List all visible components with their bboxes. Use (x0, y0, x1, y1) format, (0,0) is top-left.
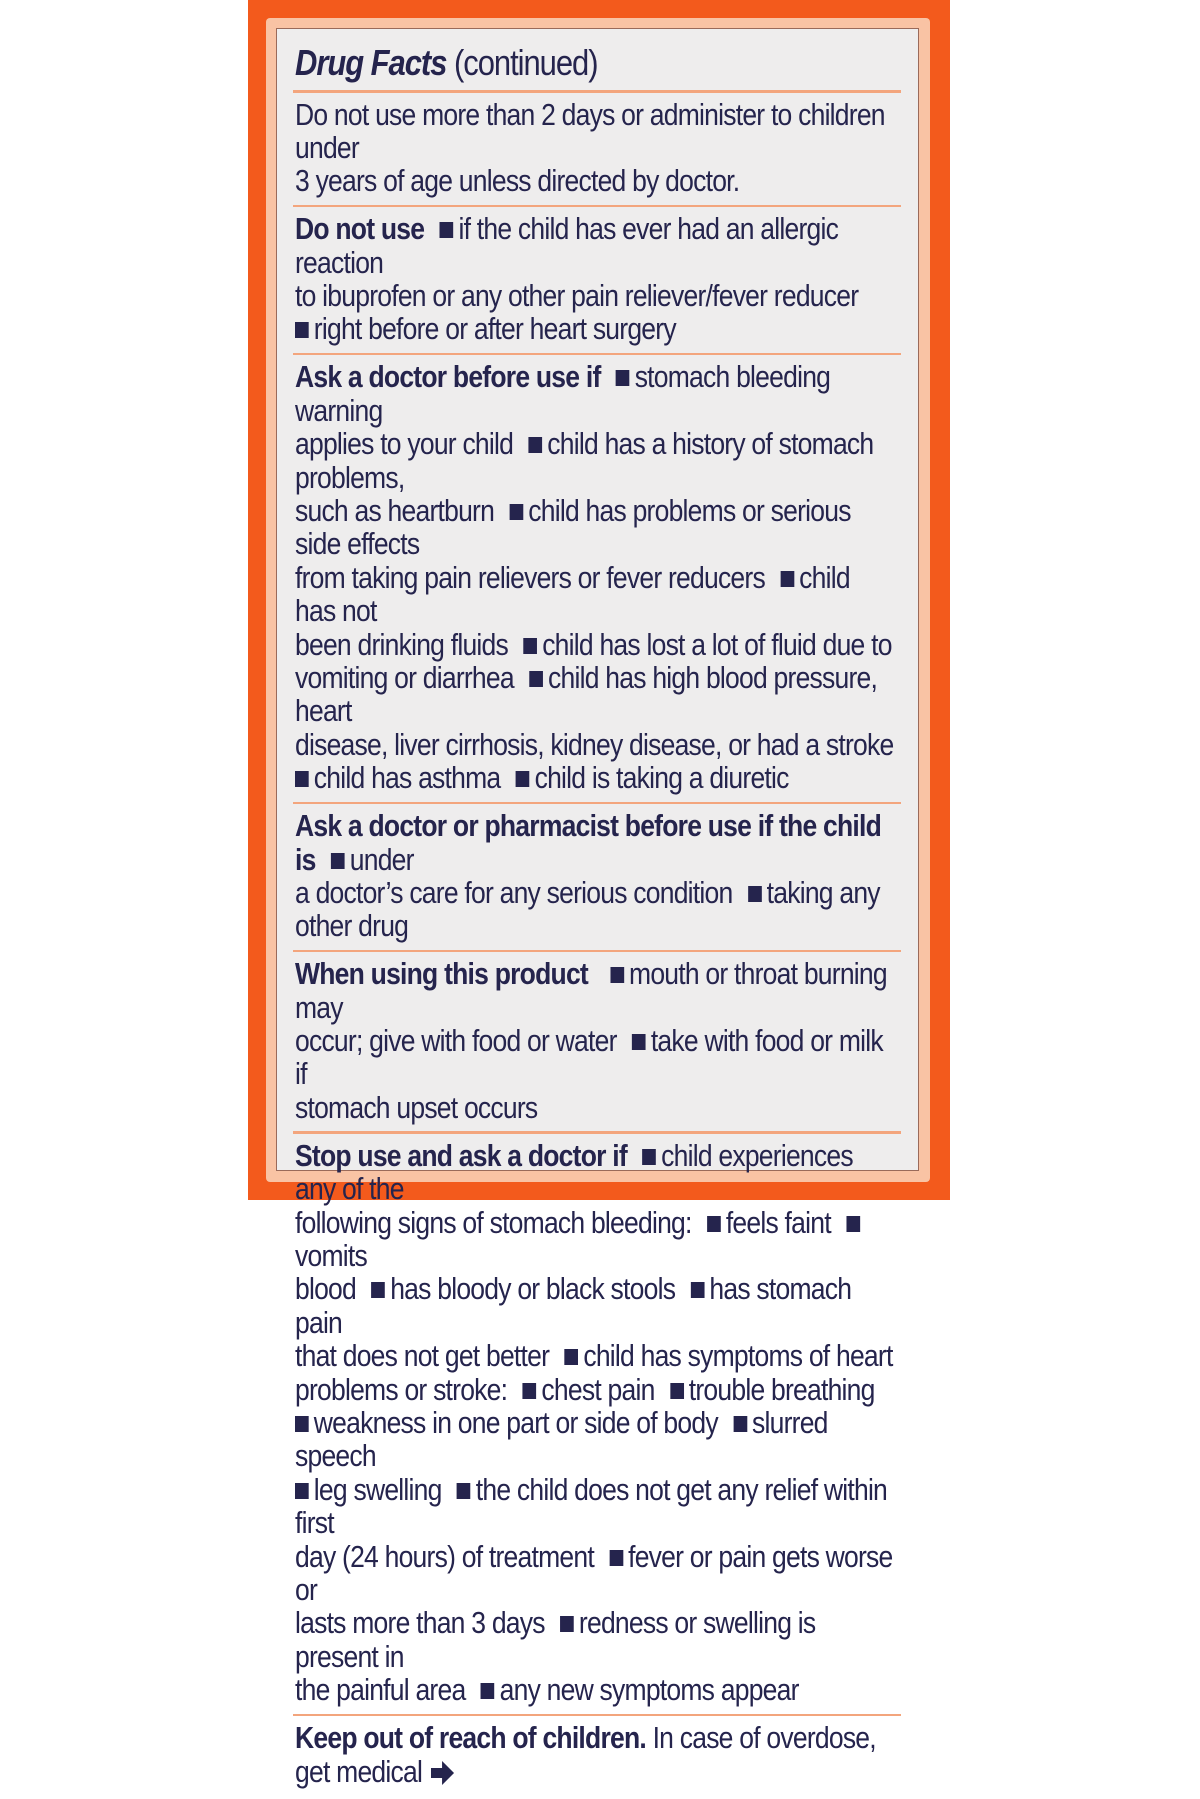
square-bullet-icon (846, 1216, 860, 1232)
bullet-text: slurred speech (295, 1405, 828, 1474)
ask-doctor-section (295, 355, 894, 801)
bullet-text: problems or stroke: (295, 1371, 508, 1407)
bullet-text: following signs of stomach bleeding: (295, 1204, 692, 1240)
bullet-text: from taking pain relievers or fever reducers (295, 559, 765, 595)
square-bullet-icon (670, 1383, 684, 1399)
square-bullet-icon (457, 1483, 471, 1499)
square-bullet-icon (609, 1550, 623, 1566)
bullet-text: taking any other drug (295, 874, 880, 944)
bullet-text: under (349, 841, 414, 877)
keep-out-text: In case of overdose, get medical (295, 1720, 876, 1789)
bullet-text: child experiences any of the (295, 1137, 853, 1207)
right-arrow-icon (431, 1759, 455, 1792)
ask-pharmacist-section (295, 804, 894, 950)
square-bullet-icon (516, 771, 530, 787)
bullet-text: stomach bleeding warning (295, 359, 831, 428)
square-bullet-icon (560, 1616, 574, 1632)
title-bold: Drug Facts (295, 42, 447, 83)
bullet-text: right before or after heart surgery (313, 311, 676, 347)
bullet-text: trouble breathing (688, 1371, 875, 1407)
bullet-text: such as heartburn (295, 492, 495, 528)
bullet-text: child is taking a diuretic (534, 760, 789, 796)
bullet-text: redness or swelling is present in (295, 1605, 816, 1674)
square-bullet-icon (610, 967, 624, 983)
square-bullet-icon (707, 1216, 721, 1232)
intro-section (295, 93, 894, 205)
bullet-text: the child does not get any relief within first (295, 1471, 888, 1541)
bullet-text: any new symptoms appear (499, 1672, 799, 1708)
bullet-text: has stomach pain (295, 1271, 852, 1340)
bullet-text: blood (295, 1271, 357, 1307)
section-heading: Do not use (295, 211, 425, 247)
bullet-text: that does not get better (295, 1338, 550, 1374)
bullet-text: disease, liver cirrhosis, kidney disease, or had a stroke (295, 726, 894, 762)
bullet-text: weakness in one part or side of body (313, 1405, 718, 1441)
bullet-text: to ibuprofen or any other pain reliever/fever reducer (295, 278, 859, 314)
square-bullet-icon (529, 671, 543, 687)
bullet-text: has bloody or black stools (390, 1271, 676, 1307)
bullet-text: day (24 hours) of treatment (295, 1538, 594, 1574)
bullet-text: fever or pain gets worse or (295, 1538, 893, 1608)
bullet-text: chest pain (541, 1371, 655, 1407)
stop-use-section (295, 1134, 894, 1714)
square-bullet-icon (528, 437, 542, 453)
bullet-text: the painful area (295, 1672, 466, 1708)
bullet-text: mouth or throat burning may (295, 956, 887, 1025)
square-bullet-icon (331, 853, 345, 869)
bullet-text: take with food or milk if (295, 1023, 883, 1092)
keep-out-section (295, 1716, 894, 1799)
bullet-text: been drinking fluids (295, 626, 509, 662)
square-bullet-icon (642, 1149, 656, 1165)
bullet-text: child has a history of stomach problems, (295, 426, 874, 495)
title-continued: (continued) (453, 42, 598, 83)
square-bullet-icon (523, 638, 537, 654)
section-heading: Ask a doctor before use if (295, 359, 601, 395)
bullet-text: occur; give with food or water (295, 1023, 617, 1059)
square-bullet-icon (481, 1683, 495, 1699)
square-bullet-icon (632, 1034, 646, 1050)
square-bullet-icon (780, 571, 794, 587)
square-bullet-icon (523, 1383, 537, 1399)
square-bullet-icon (295, 322, 309, 338)
bullet-text: child has lost a lot of fluid due to (542, 626, 892, 662)
square-bullet-icon (295, 1416, 309, 1432)
bullet-text: feels faint (725, 1204, 831, 1240)
bullet-text: applies to your child (295, 426, 514, 462)
bullet-text: child has symptoms of heart (583, 1338, 893, 1374)
bullet-text: leg swelling (313, 1471, 442, 1507)
square-bullet-icon (616, 370, 630, 386)
square-bullet-icon (371, 1282, 385, 1298)
square-bullet-icon (440, 222, 454, 238)
bullet-text: stomach upset occurs (295, 1089, 538, 1125)
bullet-text: vomiting or diarrhea (295, 660, 514, 695)
bullet-text: child has asthma (313, 760, 501, 796)
bullet-text: a doctor’s care for any serious condition (295, 874, 733, 910)
square-bullet-icon (509, 504, 523, 520)
square-bullet-icon (295, 1483, 309, 1499)
square-bullet-icon (733, 1416, 747, 1432)
intro-line-2: 3 years of age unless directed by doctor. (295, 163, 740, 199)
intro-line-1: Do not use more than 2 days or administer to children under (295, 96, 885, 165)
square-bullet-icon (748, 886, 762, 902)
section-heading: Ask a doctor or pharmacist before use if the child is (295, 808, 882, 877)
do-not-use-section (295, 207, 894, 353)
drug-facts-content (295, 38, 900, 1799)
section-heading: When using this product (295, 956, 588, 992)
section-heading: Stop use and ask a doctor if (295, 1137, 627, 1173)
bullet-text: vomits (295, 1238, 367, 1273)
section-heading: Keep out of reach of children. (295, 1720, 646, 1756)
square-bullet-icon (295, 771, 309, 787)
square-bullet-icon (691, 1282, 705, 1298)
bullet-text: child has not (295, 559, 850, 629)
page-title (295, 38, 815, 90)
square-bullet-icon (565, 1349, 579, 1365)
when-using-section (295, 952, 894, 1131)
bullet-text: child has high blood pressure, heart (295, 660, 878, 729)
bullet-text: if the child has ever had an allergic reaction (295, 211, 839, 280)
bullet-text: lasts more than 3 days (295, 1605, 545, 1641)
bullet-text: child has problems or serious side effects (295, 492, 851, 562)
